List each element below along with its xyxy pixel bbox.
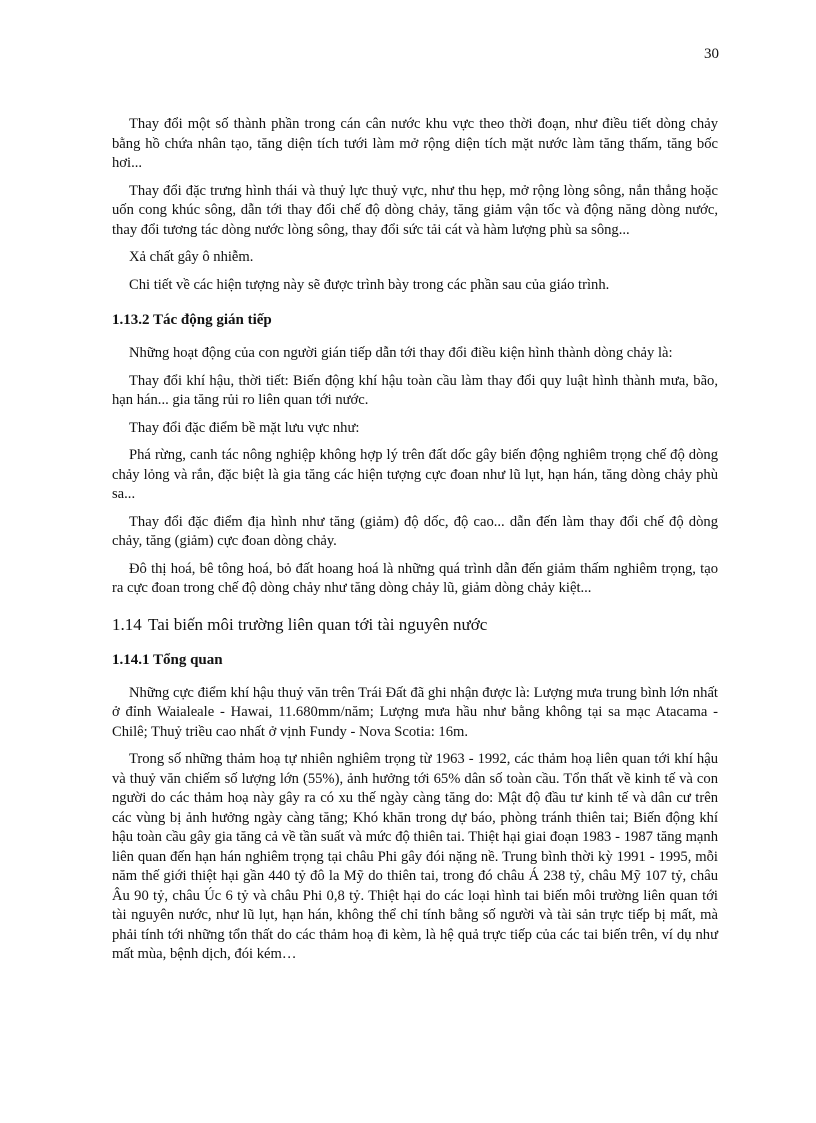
paragraph: Xả chất gây ô nhiễm. xyxy=(129,249,254,265)
section-title: Tai biến môi trường liên quan tới tài nguyên nước xyxy=(148,614,488,634)
subsection-heading: 1.13.2 Tác động gián tiếp xyxy=(112,312,272,328)
paragraph: Đô thị hoá, bê tông hoá, bỏ đất hoang hoá là những quá trình dẫn đến giảm thấm nghiêm trọng, tạo ra cực đoan trong chế độ dòng chảy như tăng dòng chảy lũ, giảm dòng chảy kiệt... xyxy=(112,560,718,596)
paragraph: Thay đổi khí hậu, thời tiết: Biến động khí hậu toàn cầu làm thay đổi quy luật hình thành mưa, bão, hạn hán... gia tăng rủi ro liên quan tới nước. xyxy=(112,372,718,408)
paragraph: Những cực điểm khí hậu thuỷ văn trên Trái Đất đã ghi nhận được là: Lượng mưa trung bình lớn nhất ở đỉnh Waialeale - Hawai, 11.680mm/năm; Lượng mưa hầu như bằng không tại sa mạc Atacama - Chilê; Thuỷ triều cao nhất ở vịnh Fundy - Nova Scotia: 16m. xyxy=(112,684,718,740)
paragraph: Thay đổi đặc trưng hình thái và thuỷ lực thuỷ vực, như thu hẹp, mở rộng lòng sông, nắn thẳng hoặc uốn cong khúc sông, dẫn tới thay đổi chế độ dòng chảy, tăng giảm vận tốc và động năng dòng nước, thay đổi tương tác dòng nước lòng sông, thay đổi sức tải cát và hàm lượng phù sa sông... xyxy=(112,182,718,238)
section-number: 1.14 xyxy=(112,614,142,634)
paragraph: Thay đổi một số thành phần trong cán cân nước khu vực theo thời đoạn, như điều tiết dòng chảy bằng hồ chứa nhân tạo, tăng diện tích tưới làm mở rộng diện tích mặt nước làm tăng thấm, tăng bốc hơi... xyxy=(112,116,718,171)
subsection-heading: 1.14.1 Tổng quan xyxy=(112,651,223,668)
paragraph: Thay đổi đặc điểm bề mặt lưu vực như: xyxy=(129,419,360,436)
paragraph: Những hoạt động của con người gián tiếp dẫn tới thay đổi điều kiện hình thành dòng chảy là: xyxy=(129,345,673,361)
paragraph: Thay đổi đặc điểm địa hình như tăng (giảm) độ dốc, độ cao... dẫn đến làm thay đổi chế độ dòng chảy, tăng (giảm) cực đoan dòng chảy. xyxy=(112,513,718,549)
page-body xyxy=(112,115,718,973)
page-number: 30 xyxy=(704,46,719,62)
paragraph: Trong số những thảm hoạ tự nhiên nghiêm trọng từ 1963 - 1992, các thảm hoạ liên quan tới khí hậu và thuỷ văn chiếm số lượng lớn (55%), ảnh hưởng tới 65% dân số toàn cầu. Tổn thất về kinh tế và con người do các thảm hoạ này gây ra có xu thế ngày càng tăng do: Mật độ đầu tư kinh tế và dân cư trên các vùng bị ảnh hưởng ngày càng tăng; Khó khăn trong dự báo, phòng tránh thiên tai; Biến động khí hậu toàn cầu gây gia tăng cả về tần suất và mức độ thiên tai. Thiệt hại giai đoạn 1983 - 1987 tăng mạnh liên quan đến hạn hán nghiêm trọng tại châu Phi gây đói nặng nề. Trung bình thời kỳ 1991 - 1995, mỗi năm thế giới thiệt hại gần 440 tỷ đô la Mỹ do thiên tai, trong đó châu Á 238 tỷ, châu Mỹ 107 tỷ, châu Âu 90 tỷ, châu Úc 6 tỷ và châu Phi 0,8 tỷ. Thiệt hại do các loại hình tai biến môi trường liên quan tới tài nguyên nước, như lũ lụt, hạn hán, không thể chỉ tính bằng số người và tài sản trực tiếp bị mất, mà phải tính tới những tổn thất do các thảm hoạ đi kèm, là hệ quả trực tiếp của các tai biến trên, ví dụ như mất mùa, bệnh dịch, đói kém… xyxy=(112,751,718,962)
paragraph: Phá rừng, canh tác nông nghiệp không hợp lý trên đất dốc gây biến động nghiêm trọng chế độ dòng chảy lỏng và rắn, đặc biệt là gia tăng các hiện tượng cực đoan như lũ lụt, hạn hán, tăng dòng chảy phù sa... xyxy=(112,447,718,502)
paragraph: Chi tiết về các hiện tượng này sẽ được trình bày trong các phần sau của giáo trình. xyxy=(129,276,610,293)
section-heading xyxy=(112,615,718,635)
